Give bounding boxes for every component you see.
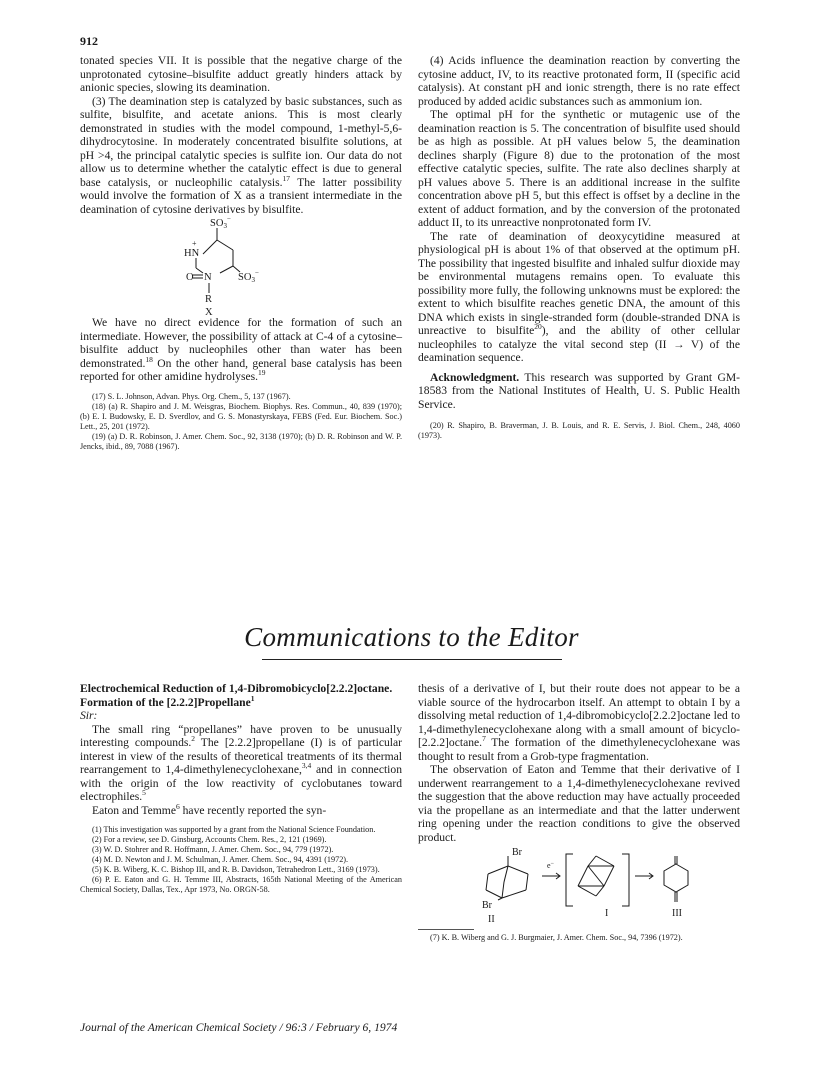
footnote: (3) W. D. Stohrer and R. Hoffmann, J. Amer. Chem. Soc., 94, 779 (1972).: [92, 845, 334, 854]
footnote: (5) K. B. Wiberg, K. C. Bishop III, and R. B. Davidson, Tetrahedron Lett., 3169 (1973).: [92, 865, 380, 874]
text-run: have recently reported the syn-: [179, 803, 327, 817]
oxygen-label: O: [186, 272, 194, 283]
acknowledgment-heading: Acknowledgment.: [430, 370, 520, 384]
footnote: (7) K. B. Wiberg and G. J. Burgmaier, J. Amer. Chem. Soc., 94, 7396 (1972).: [430, 933, 683, 942]
bicyclooctane-dibromide-structure: [486, 856, 528, 900]
footnote-separator: [418, 929, 474, 930]
footnote: (4) M. D. Newton and J. M. Schulman, J. Amer. Chem. Soc., 94, 4391 (1972).: [92, 855, 349, 864]
structure-x-figure: [80, 216, 402, 316]
text-run: We have no direct evidence for the formation of such an intermediate. However, the possibility of attack at C-4 of a cytosine–bisulfite adduct by nucleophiles other than water has been demonstrated.: [80, 316, 402, 370]
section-rule: [262, 659, 562, 660]
paragraph: (4) Acids influence the deamination reaction by converting the cytosine adduct, IV, to its reactive protonated form, II (specific acid catalysis). At constant pH and ionic strength, there is no rate effect produced by added acidic substances such as ammonium ion.: [418, 54, 740, 108]
upper-left-column: [80, 54, 402, 452]
ref-marker: 3,4: [301, 761, 312, 771]
lower-left-column: [80, 682, 402, 895]
reaction-arrow: [542, 873, 560, 879]
dimethylenecyclohexane-structure: [664, 856, 688, 902]
footnote: (1) This investigation was supported by a grant from the National Science Foundation.: [92, 825, 376, 834]
article-title-text: Electrochemical Reduction of 1,4-Dibromobicyclo[2.2.2]octane. Formation of the [2.2.2]Propellane: [80, 682, 393, 709]
footnote: (19) (a) D. R. Robinson, J. Amer. Chem. Soc., 92, 3138 (1970); (b) D. R. Robinson and W. P. Jencks, ibid., 89, 7088 (1967).: [80, 431, 402, 451]
text-run: (3) The deamination step is catalyzed by basic substances, such as sulfite, bisulfite, and acetate anions. This is most clearly demonstrated in studies with the model compound, 1-methyl-5,6-dihydrocytosine. In moderately concentrated bisulfite solutions, at pH >4, the principal catalytic species is sulfite ion. Our data do not allow us to determine whether the catalytic effect is due to general base catalysis, or nucleophilic catalysis.: [80, 94, 402, 189]
paragraph: [80, 723, 402, 804]
lower-right-column: [418, 682, 740, 943]
footnote: (18) (a) R. Shapiro and J. M. Weisgras, Biochem. Biophys. Res. Commun., 40, 839 (1970); (b) E. I. Budowsky, E. D. Sverdlov, and G. S. Monastyrskaya, FEBS (Fed. Eur. Biochem. Soc.) Lett., 25, 201 (1972).: [80, 401, 402, 431]
ref-marker: 20: [534, 322, 542, 332]
footnote: (6) P. E. Eaton and G. H. Temme III, Abstracts, 165th National Meeting of the American Chemical Society, Dallas, Tex., Apr 1973, No. ORGN-58.: [80, 875, 402, 894]
text-run: The rate of deamination of deoxycytidine measured at physiological pH is about 1% of that observed at the optimum pH. The possibility that ingested bisulfite and inhaled sulfur dioxide may be environmental mutagens remains open. To evaluate this possibility more fully, the following unknowns must be explored: the extent to which bisulfite reaches genetic DNA, the amount of this DNA which exists in single-stranded form (double-stranded DNA is unreactive to bisulfite: [418, 229, 740, 337]
ref-marker: 17: [282, 173, 291, 183]
text-run: The small ring “propellanes” have proven to be unusually interesting compounds.: [80, 722, 402, 749]
ref-marker: 2: [191, 734, 196, 744]
sulfonate-top-label: SO3−: [210, 216, 231, 230]
compound-label-i: I: [605, 908, 609, 919]
text-run: and in connection with the origin of the low reactivity of cyclobutanes toward electrophiles.: [80, 763, 402, 803]
ref-marker: 19: [258, 368, 266, 378]
page-number: 912: [80, 34, 98, 48]
ref-marker: 1: [250, 693, 255, 703]
propellane-structure: [578, 856, 614, 896]
text-run: On the other hand, general base catalysis has been reported for other amidine hydrolyses.: [80, 356, 402, 383]
text-run: thesis of a derivative of I, but their route does not appear to be a viable source of the hydrocarbon itself. An attempt to obtain I by a dissolving metal reduction of 1,4-dibromobicyclo[2.2.2]octane led to 1,4-dimethylenecyclohexane along with a small amount of bicyclo-[2.2.2]octane.: [418, 682, 740, 749]
bracket-left: [566, 854, 573, 906]
text-run: The latter possibility would involve the formation of X as a transient intermediate in the deamination of cytosine derivatives by bisulfite.: [80, 175, 402, 216]
text-run: The formation of the dimethylenecyclohexane was thought to result from a Grob-type fragmentation.: [418, 736, 740, 763]
ref-marker: 7: [482, 734, 486, 744]
section-title: Communications to the Editor: [244, 622, 579, 652]
reaction-arrow: [635, 873, 653, 879]
bromine-top-label: Br: [512, 847, 522, 858]
ref-marker: 18: [145, 354, 153, 364]
nitrogen-label: N: [204, 272, 212, 283]
acknowledgment: [418, 371, 740, 412]
paragraph: tonated species VII. It is possible that the negative charge of the unprotonated cytosine–bisulfite adduct greatly hinders attack by anionic species, slowing its deamination.: [80, 54, 402, 94]
text-run: ), and the ability of other cellular nucleophiles to catalyze the vital second step (II → V) of the deamination sequence.: [418, 324, 740, 364]
journal-footer: Journal of the American Chemical Society / 96:3 / February 6, 1974: [80, 1021, 398, 1034]
ref-marker: 5: [142, 788, 146, 798]
ref-marker: 6: [175, 801, 180, 811]
footnote: (17) S. L. Johnson, Advan. Phys. Org. Chem., 5, 137 (1967).: [92, 391, 291, 401]
bracket-right: [622, 854, 629, 906]
text-run: The [2.2.2]propellane (I) is of particular interest in view of the results of theoretical treatments of its thermal rearrangement to 1,4-dimethylenecyclohexane,: [80, 736, 402, 776]
r-group-label: R: [205, 294, 213, 305]
acknowledgment-body: This research was supported by Grant GM-18583 from the National Institutes of Health, U. S. Public Health Service.: [418, 370, 740, 411]
salutation: Sir:: [80, 709, 98, 722]
structure-label-x: X: [205, 307, 213, 316]
paragraph: [418, 682, 740, 763]
paragraph: [80, 801, 402, 818]
reaction-scheme: [418, 844, 740, 926]
paragraph: The observation of Eaton and Temme that their derivative of I underwent rearrangement to a 1,4-dimethylenecyclohexane revived the suggestion that the above reduction may have actually proceeded via the propellane as an intermediate and that the latter underwent ring opening under the reaction conditions to give the observed product.: [418, 763, 740, 844]
paragraph: [80, 95, 402, 217]
text-run: Eaton and Temme: [92, 803, 176, 817]
article-title: [80, 682, 402, 709]
sulfonate-right-label: SO3−: [238, 269, 259, 284]
compound-label-ii: II: [488, 914, 495, 925]
bromine-bottom-label: Br: [482, 900, 492, 911]
paragraph: [80, 316, 402, 384]
ring-bonds: [193, 228, 240, 293]
upper-right-column: [418, 54, 740, 441]
footnote: (20) R. Shapiro, B. Braverman, J. B. Louis, and R. E. Servis, J. Biol. Chem., 248, 4060 (1973).: [418, 421, 740, 440]
paragraph: [418, 230, 740, 365]
electron-label: e−: [547, 861, 554, 870]
paragraph: The optimal pH for the synthetic or mutagenic use of the deamination reaction is 5. The concentration of bisulfite used should be as high as possible. At pH values below 5, the deamination declines sharply (Figure 8) due to the protonation of the most effective catalytic species, sulfite. The rate also declines sharply at pH values above 5. There is an additional increase in the sulfite concentration above pH 5, but this effect is offset by a decline in the extent of adduct formation, and by the conversion of the protonated adduct II, to its unreactive nonprotonated form IV.: [418, 108, 740, 229]
hn-label: HN: [184, 248, 200, 259]
footnote: (2) For a review, see D. Ginsburg, Accounts Chem. Res., 2, 121 (1969).: [92, 835, 327, 844]
compound-label-iii: III: [672, 908, 682, 919]
plus-charge: +: [192, 239, 197, 248]
